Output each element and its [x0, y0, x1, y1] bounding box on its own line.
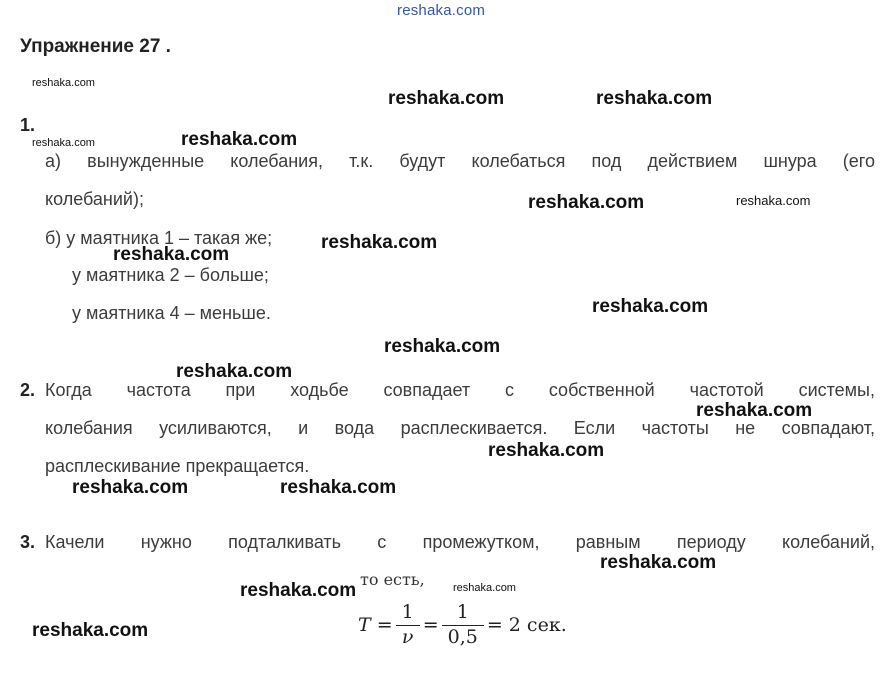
period-formula	[358, 602, 567, 649]
watermark: reshaka.com	[696, 400, 813, 421]
q1-b-line3: у маятника 4 – меньше.	[72, 303, 271, 323]
watermark: reshaka.com	[592, 296, 709, 317]
fraction-1-denominator: ν	[401, 625, 414, 648]
fraction-2-numerator: 1	[456, 601, 469, 623]
q2-line3: расплескивание прекращается.	[45, 456, 310, 476]
watermark: reshaka.com	[181, 129, 298, 150]
fraction-1	[399, 602, 417, 649]
fraction-2-denominator: 0,5	[447, 625, 478, 648]
watermark: reshaka.com	[453, 582, 516, 594]
watermark: reshaka.com	[736, 193, 811, 208]
question-1-number: 1.	[20, 115, 36, 135]
watermark: reshaka.com	[280, 477, 397, 498]
watermark: reshaka.com	[32, 77, 95, 89]
q1-a-line2: колебаний);	[45, 189, 144, 209]
formula-eq-1: =	[376, 614, 393, 637]
watermark: reshaka.com	[32, 620, 149, 641]
formula-lhs: T	[358, 614, 371, 637]
exercise-title: Упражнение 27 .	[20, 36, 171, 57]
watermark-top: reshaka.com	[397, 2, 486, 19]
q3-line1: Качели нужно подталкивать с промежутком, равным периоду колебаний,	[45, 532, 875, 552]
q2-line2: колебания усиливаются, и вода расплескивается. Если частоты не совпадают,	[45, 418, 875, 438]
fraction-1-numerator: 1	[401, 601, 414, 623]
watermark: reshaka.com	[596, 88, 713, 109]
q2-line1: Когда частота при ходьбе совпадает с собственной частотой системы,	[45, 380, 875, 400]
watermark: reshaka.com	[528, 192, 645, 213]
watermark: reshaka.com	[72, 477, 189, 498]
watermark: reshaka.com	[488, 440, 605, 461]
q1-a-line1: а) вынужденные колебания, т.к. будут колебаться под действием шнура (его	[45, 151, 875, 171]
q1-b-line1: б) у маятника 1 – такая же;	[45, 228, 273, 248]
formula-result: = 2 сек.	[486, 614, 567, 637]
watermark: reshaka.com	[388, 88, 505, 109]
watermark: reshaka.com	[240, 580, 357, 601]
watermark: reshaka.com	[176, 361, 293, 382]
q3-line2: то есть,	[360, 570, 425, 589]
watermark: reshaka.com	[600, 552, 717, 573]
watermark: reshaka.com	[384, 336, 501, 357]
watermark: reshaka.com	[113, 244, 230, 265]
watermark: reshaka.com	[321, 232, 438, 253]
formula-eq-2: =	[422, 614, 439, 637]
q1-b-line2: у маятника 2 – больше;	[72, 265, 269, 285]
question-3-number: 3.	[20, 532, 36, 552]
question-2-number: 2.	[20, 380, 36, 400]
watermark: reshaka.com	[32, 137, 95, 149]
fraction-2	[445, 602, 481, 649]
